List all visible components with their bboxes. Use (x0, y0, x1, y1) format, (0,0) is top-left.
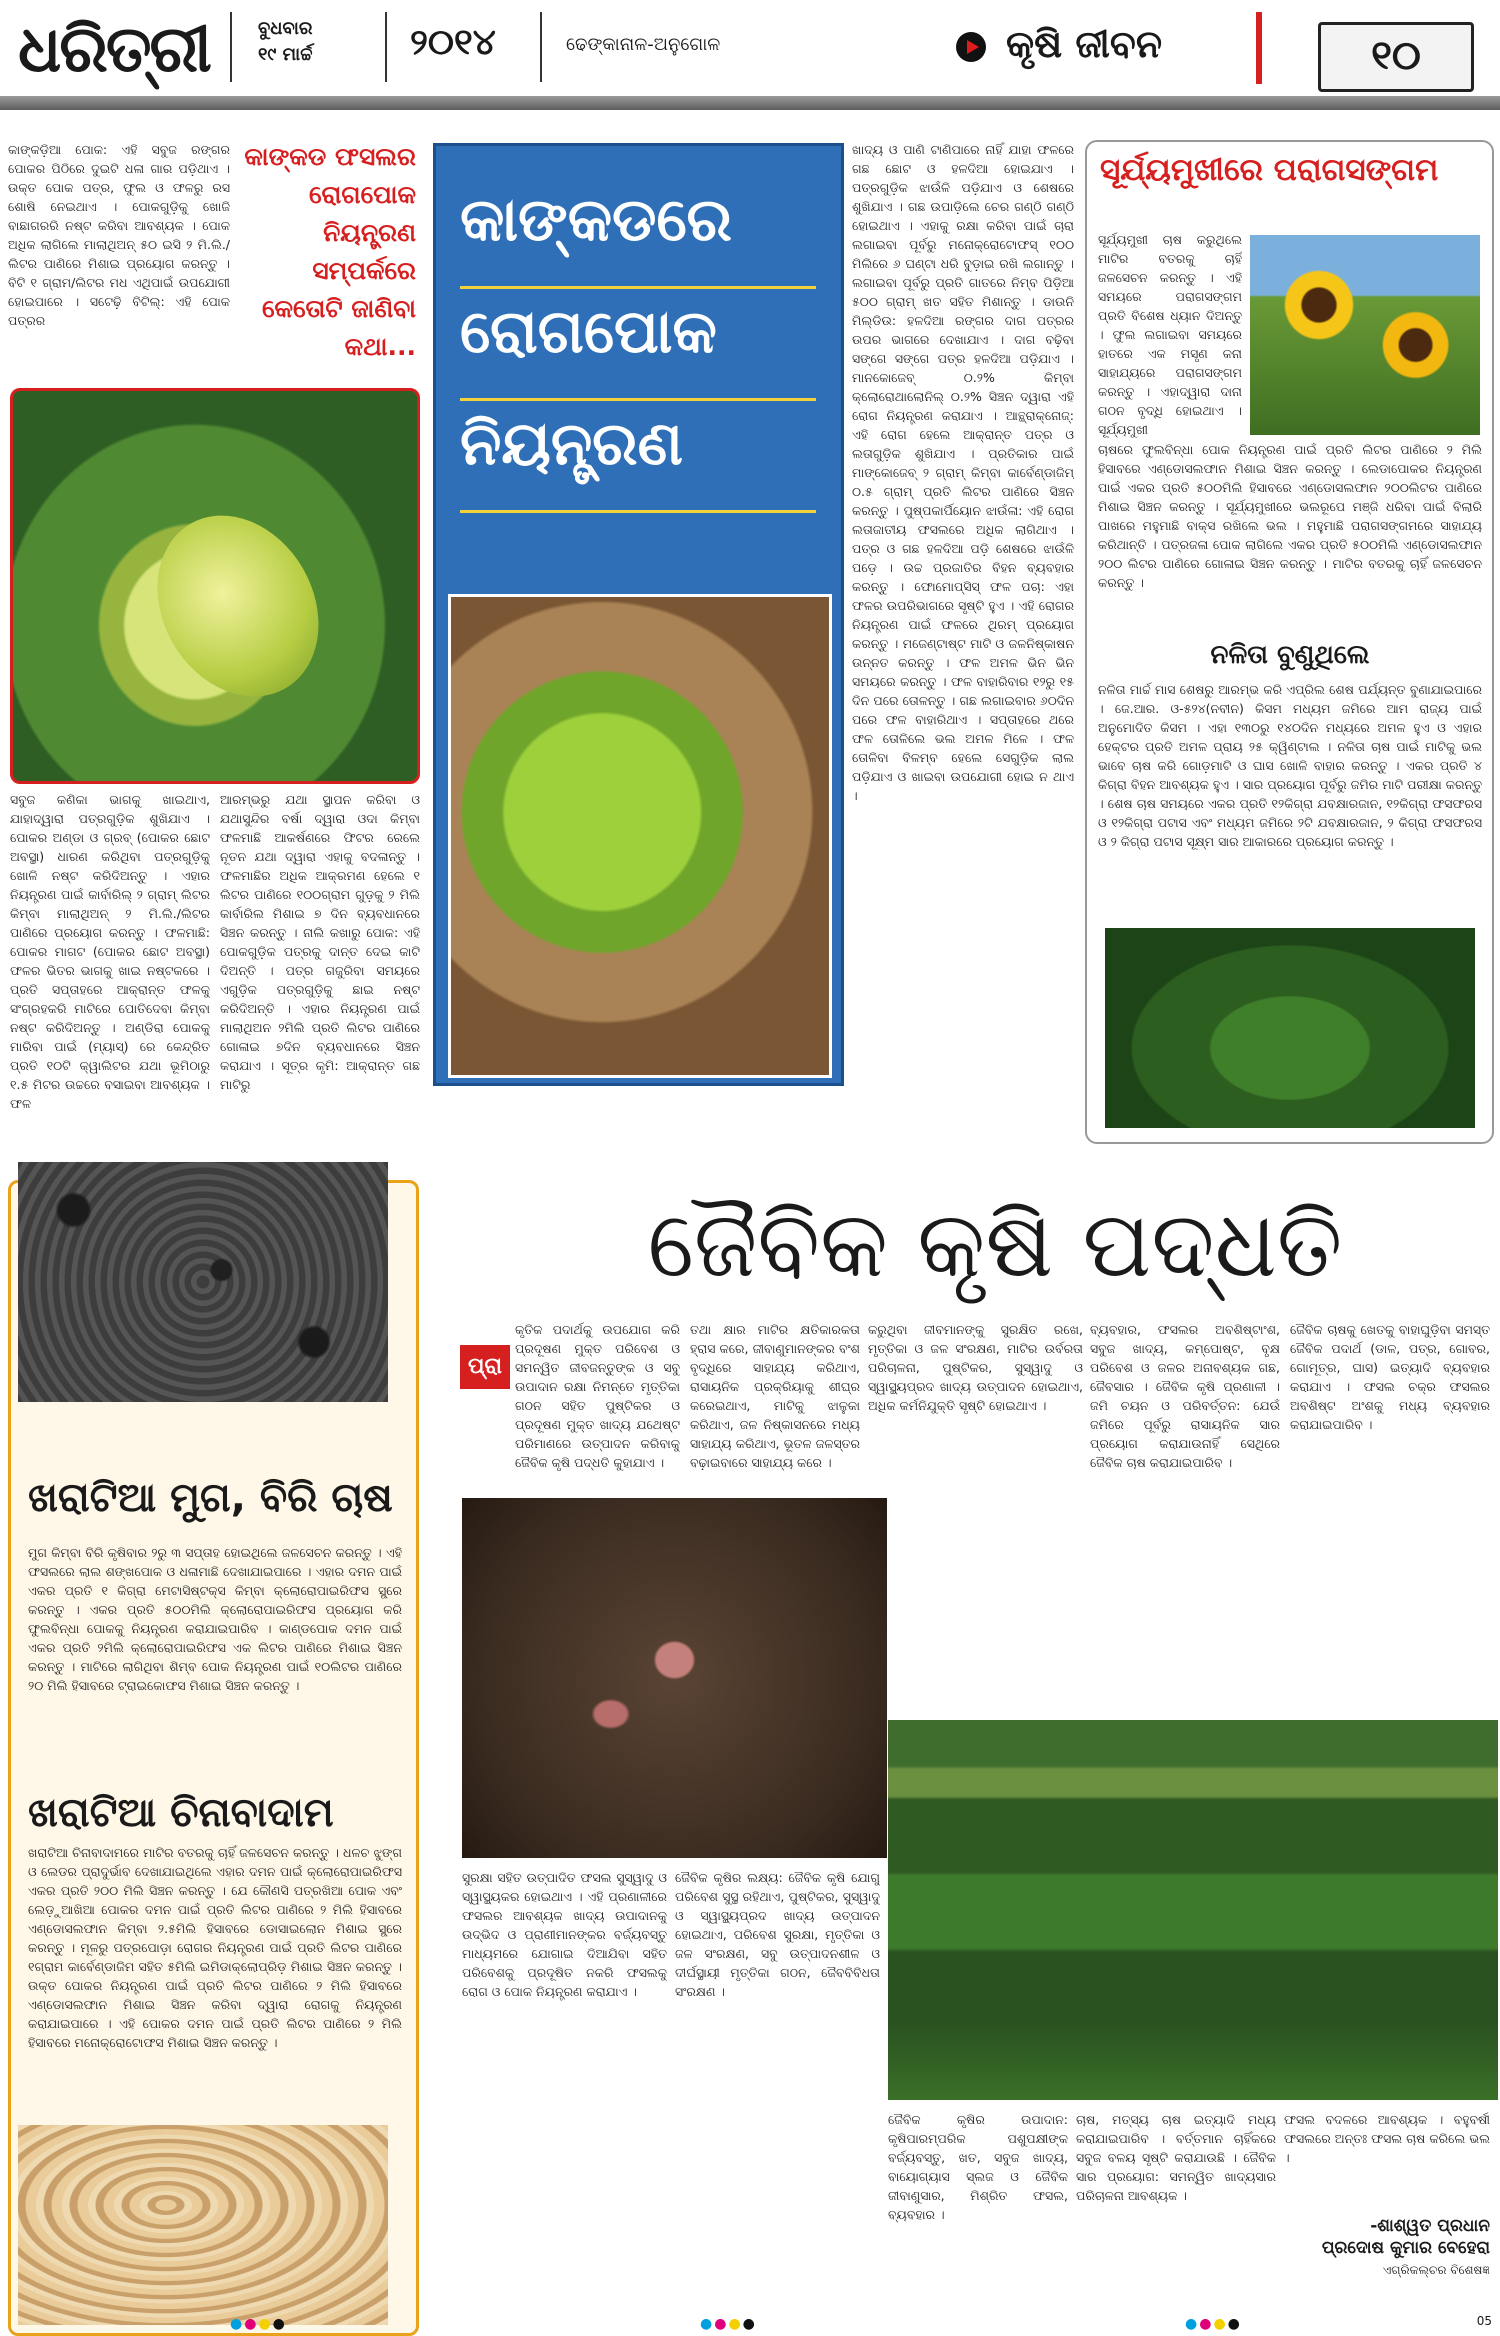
title-underline (460, 398, 816, 401)
masthead-rule (0, 96, 1500, 110)
section-accent-bar (1256, 12, 1262, 84)
masthead-divider (540, 12, 542, 82)
jaibika-column-e: ଜୈବିକ ଚାଷକୁ ଖେତକୁ ବାହାଘୁଡ଼ିବା ସମସ୍ତ ଜୈବିକ ପଦାର୍ଥ (ଡାଳ, ପତ୍ର, ଗୋବର, ଗୋମୂତ୍ର, ଘାସ) ଇତ୍ୟାଦି ବ୍ୟବହାର କରାଯାଏ । ଫସଲ ଚକ୍ର ଫସଲର ଅବଶିଷ୍ଟ ଅଂଶକୁ ମଧ୍ୟ ବ୍ୟବହାର କରାଯାଇପାରିବ । (1290, 1322, 1490, 1432)
newspaper-logo: ଧରିତ୍ରୀ (18, 12, 210, 87)
jaibika-column-c: କରୁଥିବା ଜୀବମାନଙ୍କୁ ସୁରକ୍ଷିତ ରଖେ, ମୃତ୍ତିକା ଓ ଜଳ ସଂରକ୍ଷଣ, ମାଟିର ଉର୍ବରତା ପରିଚାଳନା, ପୁଷ୍ଟିକର, ସୁସ୍ୱାଦୁ ଓ ସ୍ୱାସ୍ଥ୍ୟପ୍ରଦ ଖାଦ୍ୟ ଉତ୍ପାଦନ ହୋଇଥାଏ, ଅଧିକ କର୍ମନିଯୁକ୍ତି ସୃଷ୍ଟି ହୋଇଥାଏ । (868, 1322, 1083, 1413)
kankada-column-c: ଖାଦ୍ୟ ଓ ପାଣି ଟାଣିପାରେ ନାହିଁ ଯାହା ଫଳରେ ଗଛ ଛୋଟ ଓ ହଳଦିଆ ହୋଇଯାଏ । ପତ୍ରଗୁଡ଼ିକ ଝାଉଁଳି ପଡ଼ିଯାଏ ଓ ଶେଷରେ ଶୁଖିଯାଏ । ଗଛ ଉପାଡ଼ିଲେ ଚେର ଗଣ୍ଠି ଗଣ୍ଠି ହୋଇଥାଏ । ଏହାକୁ ରକ୍ଷା କରିବା ପାଇଁ ଚାରା ଲଗାଇବା ପୂର୍ବରୁ ମନୋକ୍ରୋଟୋଫସ୍ ୧୦୦ ମିଲିରେ ୬ ଘଣ୍ଟା ଧରି ବୁଡ଼ାଇ ରଖି ଲଗାନ୍ତୁ । ଲଗାଇବା ପୂର୍ବରୁ ପ୍ରତି ଗାତରେ ନିମ୍ବ ପିଡ଼ିଆ ୫୦୦ ଗ୍ରାମ୍ ଖତ ସହିତ ମିଶାନ୍ତୁ । ଡାଉନି ମିଲ୍ଡିଉ: ହଳଦିଆ ରଙ୍ଗର ଦାଗ ପତ୍ରର ଉପର ଭାଗରେ ଦେଖାଯାଏ । ଦାଗ ବଢ଼ିବା ସଙ୍ଗେ ସଙ୍ଗେ ପତ୍ର ହଳଦିଆ ପଡ଼ିଯାଏ । ମାନକୋଜେବ୍ ୦.୨% କିମ୍ବା କ୍ଲୋରୋଥାଲୋନିଲ୍ ୦.୨% ସିଞ୍ଚନ ଦ୍ୱାରା ଏହି ରୋଗ ନିୟନ୍ତ୍ରଣ କରାଯାଏ । ଆନ୍ଥ୍ରାକ୍ନୋଜ୍: ଏହି ରୋଗ ହେଲେ ଆକ୍ରାନ୍ତ ପତ୍ର ଓ ଲତାଗୁଡ଼ିକ ଶୁଖିଯାଏ । ପ୍ରତିକାର ପାଇଁ ମାଙ୍କୋଜେବ୍ ୨ ଗ୍ରାମ୍ କିମ୍ବା କାର୍ବେଣ୍ଡାଜିମ୍ ୦.୫ ଗ୍ରାମ୍ ପ୍ରତି ଲିଟର ପାଣିରେ ସିଞ୍ଚନ କରନ୍ତୁ । ପୁଷ୍ପକାର୍ପିୟୋନ ଝାଉଁଳା: ଏହି ରୋଗ ଲତାଜାତୀୟ ଫସଲରେ ଅଧିକ ଲାଗିଥାଏ । ପତ୍ର ଓ ଗଛ ହଳଦିଆ ପଡ଼ି ଶେଷରେ ଝାଉଁଳି ପଡ଼େ । ଉଚ୍ଚ ପ୍ରଜାତିର ବିହନ ବ୍ୟବହାର କରନ୍ତୁ । ଫୋମୋପ୍ସିସ୍ ଫଳ ପଚା: ଏହା ଫଳର ଉପରିଭାଗରେ ସୃଷ୍ଟି ହୁଏ । ଏହି ରୋଗର ନିୟନ୍ତ୍ରଣ ପାଇଁ ଫଳରେ ଥିରମ୍ ପ୍ରୟୋଗ କରନ୍ତୁ । ମଜେଣ୍ଟାଷ୍ଟ ମାଟି ଓ ଜଳନିଷ୍କାଷନ ଉନ୍ନତ କରନ୍ତୁ । ଫଳ ଅମଳ ଭିନ ଭିନ ସମୟରେ କରନ୍ତୁ । ଫଳ ବାହାରିବାର ୧୨ରୁ ୧୫ ଦିନ ପରେ ତୋଳନ୍ତୁ । ଗଛ ଲଗାଇବାର ୬୦ଦିନ ପରେ ଫଳ ବାହାରିଥାଏ । ସପ୍ତାହରେ ଥରେ ଫଳ ତୋଳିଲେ ଭଲ ଅମଳ ମିଳେ । ଫଳ ତୋଳିବା ବିଳମ୍ବ ହେଲେ ସେଗୁଡ଼ିକ ଲାଲ ପଡ଼ିଯାଏ ଓ ଖାଇବା ଉପଯୋଗୀ ହୋଇ ନ ଥାଏ । (852, 142, 1074, 803)
mung-text: ମୁଗ କିମ୍ବା ବିରି କୃଷିବାର ୨ରୁ ୩ ସପ୍ତାହ ହୋଇଥିଲେ ଜଳସେଚନ କରନ୍ତୁ । ଏହି ଫସଲରେ ଲାଲ ଶଙ୍ଖପୋକ ଓ ଧଳାମାଛି ଦେଖାଯାଇପାରେ । ଏହାର ଦମନ ପାଇଁ ଏକର ପ୍ରତି ୧ କିଗ୍ରା ମେଟାସିଷ୍ଟକ୍ସ କିମ୍ବା କ୍ଲୋରୋପାଇରିଫସ ସ୍ପ୍ରେ କରନ୍ତୁ । ଏକର ପ୍ରତି ୫୦୦ମିଲି କ୍ଲୋରୋପାଇରିଫସ ପ୍ରୟୋଗ କରି ଫୁଲବିନ୍ଧା ପୋକକୁ ନିୟନ୍ତ୍ରଣ କରାଯାଇପାରିବ । କାଣ୍ଡପୋକ ଦମନ ପାଇଁ ଏକର ପ୍ରତି ୨ମିଲି କ୍ଲୋରୋପାଇରିଫସ ଏକ ଲିଟର ପାଣିରେ ମିଶାଇ ସିଞ୍ଚନ କରନ୍ତୁ । ମାଟିରେ ଲାଗିଥିବା ଶିମ୍ବ ପୋକ ନିୟନ୍ତ୍ରଣ ପାଇଁ ୧୦ଲିଟର ପାଣିରେ ୨୦ ମିଲି ହିସାବରେ ଟ୍ରାଇକୋଫସ ମିଶାଇ ସିଞ୍ଚନ କରନ୍ତୁ । (28, 1545, 402, 1693)
jaibika-column-d: ବ୍ୟବହାର, ଫସଲର ଅବଶିଷ୍ଟାଂଶ, ସବୁଜ ଖାଦ୍ୟ, କମ୍ପୋଷ୍ଟ, ବୃକ୍ଷ ପରିବେଶ ଓ ଜଳର ଅନାବଶ୍ୟକ ଗଛ, ଜୈବସାର । ଜୈବିକ କୃଷି ପ୍ରଣାଳୀ । ଜମି ଚୟନ ଓ ପରିବର୍ତ୍ତନ: ଯେଉଁ ଜମିରେ ପୂର୍ବରୁ ରାସାୟନିକ ସାର ପ୍ରୟୋଗ କରାଯାଉନାହିଁ ସେଥିରେ ଜୈବିକ ଚାଷ କରାଯାଇପାରିବ । (1090, 1322, 1280, 1470)
sunflower-text-wide: ଚାଷରେ ଫୁଲବିନ୍ଧା ପୋକ ନିୟନ୍ତ୍ରଣ ପାଇଁ ପ୍ରତି ଲିଟର ପାଣିରେ ୨ ମିଲି ହିସାବରେ ଏଣ୍ଡୋସଲଫାନ ମିଶାଇ ସିଞ୍ଚନ କରନ୍ତୁ । ଲେଡାପୋକର ନିୟନ୍ତ୍ରଣ ପାଇଁ ଏକର ପ୍ରତି ୫୦୦ମିଲି ହିସାବରେ ଏଣ୍ଡୋସଲଫାନ ୨୦୦ଲିଟର ପାଣିରେ ମିଶାଇ ସିଞ୍ଚନ କରନ୍ତୁ । ସୂର୍ଯ୍ୟମୁଖୀରେ ଭଲରୂପେ ମଞ୍ଜି ଧରିବା ପାଇଁ ବିଲାରି ପାଖରେ ମହୁମାଛି ବାକ୍ସ ରଖିଲେ ଭଲ । ମହୁମାଛି ପରାଗସଙ୍ଗମରେ ସାହାଯ୍ୟ କରିଥାନ୍ତି । ପତ୍ରଜଳା ପୋକ ଲାଗିଲେ ଏକର ପ୍ରତି ୫୦୦ମିଲି ଏଣ୍ଡୋସଲଫାନ ୨୦୦ ଲିଟର ପାଣିରେ ଗୋଳାଇ ସିଞ୍ଚନ କରନ୍ତୁ । ମାଟିର ବତରକୁ ଚାହିଁ ଜଳସେଚନ କରନ୍ତୁ । (1098, 442, 1482, 590)
registration-marks: ●●●● (700, 2316, 757, 2332)
spiny-gourd-photo (10, 388, 420, 784)
page-footer (0, 2312, 1500, 2333)
masthead-date (258, 16, 313, 68)
title-underline (460, 286, 816, 289)
registration-marks: ●●●● (1185, 2316, 1242, 2332)
jaibika-column-g: ଜୈବିକ କୃଷିର ଲକ୍ଷ୍ୟ: ଜୈବିକ କୃଷି ଯୋଗୁ ପରିବେଶ ସୁସ୍ଥ ରହିଥାଏ, ପୁଷ୍ଟିକର, ସୁସ୍ୱାଦୁ ଓ ସ୍ୱାସ୍ଥ୍ୟପ୍ରଦ ଖାଦ୍ୟ ଉତ୍ପାଦନ ହୋଇଥାଏ, ପରିବେଶ ସୁରକ୍ଷା, ମୃତ୍ତିକା ଓ ଜଳ ସଂରକ୍ଷଣ, ସବୁ ଉତ୍ପାଦନଶୀଳ ଓ ଦୀର୍ଘସ୍ଥାୟୀ ମୃତ୍ତିକା ଗଠନ, ଜୈବବିବିଧତା ସଂରକ୍ଷଣ । (675, 1870, 880, 1999)
mung-title: ଖରାଟିଆ ମୁଗ, ବିରି ଚାଷ (28, 1475, 393, 1521)
byline (1284, 2215, 1490, 2281)
date: ୧୯ ମାର୍ଚ୍ଚ (258, 44, 313, 65)
crop-field-photo (888, 1720, 1498, 2100)
kankada-column-b: ଆରମ୍ଭରୁ ଯଥା ସ୍ଥାପନ କରିବା ଓ ଯଥାସୁନ୍ଦିର ବର୍ଷା ଦ୍ୱାରା ଓଦା କିମ୍ବା ଫଳମାଛି ଆକର୍ଷଣରେ ଫିଟର ରେଲେ ନୂତନ ଯଥା ଦ୍ୱାରା ଏହାକୁ ବଦଳାନ୍ତୁ । ଫଳମାଛିର ଅଧିକ ଆକ୍ରମଣ ହେଲେ ୧ ଲିଟର ପାଣିରେ ୧୦୦ଗ୍ରାମ ଗୁଡ଼କୁ ୨ ମିଲି କାର୍ବାରିଲ ମିଶାଇ ୭ ଦିନ ବ୍ୟବଧାନରେ ସିଞ୍ଚନ କରନ୍ତୁ । ନାଲି କଖାରୁ ପୋକ: ଏହି ପୋକଗୁଡ଼ିକ ପତ୍ରକୁ ଦାନ୍ତ ଦେଇ କାଟି ଦିଅନ୍ତି । ପତ୍ର ଗଜୁରିବା ସମୟରେ ଏଗୁଡ଼ିକ ପତ୍ରଗୁଡ଼ିକୁ ଛାଇ ନଷ୍ଟ କରିଦିଅନ୍ତି । ଏହାର ନିୟନ୍ତ୍ରଣ ପାଇଁ ମାଲାଥିଅନ ୨ମିଲି ପ୍ରତି ଲିଟର ପାଣିରେ ଗୋଳାଇ ୭ଦିନ ବ୍ୟବଧାନରେ ସିଞ୍ଚନ କରାଯାଏ । ସୂତ୍ର କୃମି: ଆକ୍ରାନ୍ତ ଗଛ ମାଟିରୁ (220, 792, 420, 1092)
sunflower-photo (1250, 235, 1480, 435)
kankada-title-line: ରୋଗପୋକ (460, 297, 717, 367)
earthworm-photo (462, 1498, 887, 1858)
gourd-basket-photo (448, 594, 832, 1078)
masthead-divider (230, 12, 232, 82)
sunflower-title: ସୂର୍ଯ୍ୟମୁଖୀରେ ପରାଗସଙ୍ଗମ (1100, 152, 1439, 188)
groundnut-text: ଖରାଟିଆ ଚିନାବାଦାମରେ ମାଟିର ବତରକୁ ଚାହିଁ ଜଳସେଚନ କରନ୍ତୁ । ଧଳଚ ଝୁଙ୍ଗ ଓ ଲେଡର ପ୍ରାଦୁର୍ଭାବ ଦେଖାଯାଇଥିଲେ ଏହାର ଦମନ ପାଇଁ କ୍ଲୋରୋପାଇରିଫସ ଏକର ପ୍ରତି ୨୦୦ ମିଲି ସିଞ୍ଚନ କରନ୍ତୁ । ଯେ କୌଣସି ପତ୍ରଖିଆ ପୋକ ଏବଂ ଲେଡ଼ୁଆଖିଆ ପୋକର ଦମନ ପାଇଁ ପ୍ରତି ଲିଟର ପାଣିରେ ୨ ମିଲି ହିସାବରେ ଏଣ୍ଡୋସଲଫାନ କିମ୍ବା ୨.୫ମିଲି ହିସାବରେ ଡୋସାଇଲୋନ ମିଶାଇ ସ୍ପ୍ରେ କରନ୍ତୁ । ମୂଳରୁ ପତ୍ରପୋଡ଼ା ରୋଗର ନିୟନ୍ତ୍ରଣ ପାଇଁ ପ୍ରତି ଲିଟର ପାଣିରେ ୧ଗ୍ରାମ କାର୍ବେଣ୍ଡାଜିମ ସହିତ ୫ମିଲି ଇମିଡାକ୍ଲୋପ୍ରିଡ଼ ମିଶାଇ ସିଞ୍ଚନ କରନ୍ତୁ । ଉକ୍ତ ପୋକର ନିୟନ୍ତ୍ରଣ ପାଇଁ ପ୍ରତି ଲିଟର ପାଣିରେ ୨ ମିଲି ହିସାବରେ ଏଣ୍ଡୋସଲଫାନ ମିଶାଇ ସିଞ୍ଚନ କରିବା ଦ୍ୱାରା ରୋଗକୁ ନିୟନ୍ତ୍ରଣ କରାଯାଇପାରେ । ଏହି ପୋକର ଦମନ ପାଇଁ ପ୍ରତି ଲିଟର ପାଣିରେ ୨ ମିଲି ହିସାବରେ ମନୋକ୍ରୋଟୋଫସ ମିଶାଇ ସିଞ୍ଚନ କରନ୍ତୁ । (28, 1845, 402, 2050)
drop-cap: ପ୍ରା (460, 1345, 510, 1389)
nalita-text: ନଳିତା ମାର୍ଚ୍ଚ ମାସ ଶେଷରୁ ଆରମ୍ଭ କରି ଏପ୍ରିଲ ଶେଷ ପର୍ଯ୍ୟନ୍ତ ବୁଣାଯାଇପାରେ । ଜେ.ଆର. ଓ-୫୨୪(ନବୀନ) କିସମ ମଧ୍ୟମ ଜମିରେ ଆମ ରାଜ୍ୟ ପାଇଁ ଅନୁମୋଦିତ କିସମ । ଏହା ୧୩୦ରୁ ୧୪୦ଦିନ ମଧ୍ୟରେ ଅମଳ ହୁଏ ଓ ଏହାର ହେକ୍ଟର ପ୍ରତି ଅମଳ ପ୍ରାୟ ୨୫ କ୍ୱିଣ୍ଟାଲ । ନଳିତା ଚାଷ ପାଇଁ ମାଟିକୁ ଭଲ ଭାବେ ଚାଷ କରି ଗୋଡ଼ମାଟି ଓ ଘାସ ଖୋଳି ବାହାର କରନ୍ତୁ । ଏକର ପ୍ରତି ୪ କିଗ୍ରା ବିହନ ଆବଶ୍ୟକ ହୁଏ । ସାର ପ୍ରୟୋଗ ପୂର୍ବରୁ ଜମିର ମାଟି ପରୀକ୍ଷା କରନ୍ତୁ । ଶେଷ ଚାଷ ସମୟରେ ଏକର ପ୍ରତି ୧୨କିଗ୍ରା ଯବକ୍ଷାରଜାନ, ୧୨କିଗ୍ରା ଫସଫରସ ଓ ୧୨କିଗ୍ରା ପଟାସ ଏବଂ ମଧ୍ୟମ ଜମିରେ ୨ଟି ଯବକ୍ଷାରଜାନ, ୨ କିଗ୍ରା ଫସଫରସ ଓ ୨ କିଗ୍ରା ପଟାସ ସୂକ୍ଷ୍ମ ସାର ଆକାରରେ ପ୍ରୟୋଗ କରନ୍ତୁ । (1098, 682, 1482, 849)
jaibika-column-j: ଫସଲ ବଦଳରେ ଆବଶ୍ୟକ । ବହୁବର୍ଷୀ ଫସଲରେ ଅନ୍ତଃ ଫସଲ ଚାଷ କରିଲେ ଭଲ । (1284, 2112, 1490, 2165)
year: ୨୦୧୪ (410, 22, 496, 63)
kankada-title (460, 164, 820, 500)
jaibika-column-a: କୃତିକ ପଦାର୍ଥକୁ ଉପଯୋଗ କରି ପ୍ରଦୂଷଣ ମୁକ୍ତ ପରିବେଶ ଓ ସମନ୍ୱିତ ଜୀବଜନ୍ତୁଙ୍କ ଓ ସବୁ ଉପାଦାନ ରକ୍ଷା ନିମନ୍ତେ ମୃତ୍ତିକା ଗଠନ ସହିତ ପୁଷ୍ଟିକର ଓ ପ୍ରଦୂଷଣ ମୁକ୍ତ ଖାଦ୍ୟ ଯଥେଷ୍ଟ ପରିମାଣରେ ଉତ୍ପାଦନ କରିବାକୁ ଜୈବିକ କୃଷି ପଦ୍ଧତି କୁହାଯାଏ । (515, 1322, 680, 1470)
page-number: ୧୦ (1318, 22, 1474, 92)
jaibika-column-h: ଜୈବିକ କୃଷିର ଉପାଦାନ: କୃଷିପାରମ୍ପରିକ ପଶୁପକ୍ଷୀଙ୍କ ବର୍ଜ୍ୟବସ୍ତୁ, ଖତ, ସବୁଜ ଖାଦ୍ୟ, ବାୟୋଗ୍ୟାସ ସ୍ଲଜ ଓ ଜୈବିକ ଜୀବାଣୁସାର, ମିଶ୍ରିତ ଫସଲ, ବ୍ୟବହାର । (888, 2112, 1068, 2222)
page-code: 05 (1476, 2314, 1492, 2328)
byline-author-1: -ଶାଶ୍ୱତ ପ୍ରଧାନ (1370, 2216, 1490, 2236)
byline-author-2: ପ୍ରଦୋଷ କୁମାର ବେହେରା (1321, 2238, 1490, 2258)
masthead (0, 0, 1500, 118)
black-gram-photo (18, 1162, 388, 1402)
jaibika-title: ଜୈବିକ କୃଷି ପଦ୍ଧତି (647, 1191, 1343, 1298)
kankada-subtitle: କାଙ୍କଡ ଫସଲର ରୋଗପୋକ ନିୟନ୍ତ୍ରଣ ସମ୍ପର୍କରେ କେତୋଟି ଜାଣିବା କଥା... (244, 142, 416, 361)
gourd-fruit-illustration (126, 486, 351, 726)
kankada-title-line: କାଙ୍କଡରେ (460, 185, 733, 255)
groundnut-photo (18, 2125, 388, 2325)
play-icon (956, 32, 986, 62)
kankada-title-box (433, 143, 844, 1086)
title-underline (460, 510, 816, 513)
masthead-divider (385, 12, 387, 82)
jaibika-column-i: ଚାଷ, ମତ୍ସ୍ୟ ଚାଷ ଇତ୍ୟାଦି ମଧ୍ୟ କରାଯାଇପାରିବ । ବର୍ତ୍ତମାନ ଚାହିଁକରେ ସବୁଜ ବଳୟ ସୃଷ୍ଟି କରାଯାଉଛି । ଜୈବିକ ସାର ପ୍ରୟୋଗ: ସମନ୍ୱିତ ଖାଦ୍ୟସାର ପରିଚାଳନା ଆବଶ୍ୟକ । (1076, 2112, 1276, 2203)
kankada-intro: କାଙ୍କଡ଼ିଆ ପୋକ: ଏହି ସବୁଜ ରଙ୍ଗର ପୋକର ପିଠିରେ ଦୁଇଟି ଧଳା ଗାର ପଡ଼ିଥାଏ । ଉକ୍ତ ପୋକ ପତ୍ର, ଫୁଲ ଓ ଫଳରୁ ରସ ଶୋଷି ନେଇଥାଏ । ପୋକଗୁଡ଼ିକୁ ଖୋଜି ବାଛାଗରରି ନଷ୍ଟ କରିବା ଆବଶ୍ୟକ । ପୋକ ଅଧିକ ଲାଗିଲେ ମାଲାଥିଅନ୍ ୫୦ ଇସି ୨ ମି.ଲି./ଲିଟର ପାଣିରେ ମିଶାଇ ପ୍ରୟୋଗ କରନ୍ତୁ । ବିଟି ୧ ଗ୍ରାମ/ଲିଟର ମଧ ଏଥିପାଇଁ ଉପଯୋଗୀ ହୋଇପାରେ । ସଟେଢ଼ି ବିଟିଲ୍: ଏହି ପୋକ ପତ୍ରର (8, 142, 230, 328)
section-title: କୃଷି ଜୀବନ (1006, 22, 1162, 66)
byline-role: ଏଗ୍ରିକଲ୍ଚର ବିଶେଷଜ୍ଞ (1382, 2263, 1490, 2277)
groundnut-title: ଖରାଟିଆ ଚିନାବାଦାମ (28, 1790, 334, 1836)
kankada-title-line: ନିୟନ୍ତ୍ରଣ (460, 409, 684, 479)
nalita-title: ନଳିତା ବୁଣୁଥିଲେ (1210, 640, 1370, 670)
kankada-column-a: ସବୁଜ କଣିକା ଭାଗକୁ ଖାଇଥାଏ, ଯାହାଦ୍ୱାରା ପତ୍ରଗୁଡ଼ିକ ଶୁଖିଯାଏ । ପୋକର ଅଣ୍ଡା ଓ ଗ୍ରବ୍ (ପୋକର ଛୋଟ ଅବସ୍ଥା) ଧାରଣ କରିଥିବା ପତ୍ରଗୁଡ଼ିକୁ ଖୋଳି ନଷ୍ଟ କରିଦିଅନ୍ତୁ । ଏହାର ନିୟନ୍ତ୍ରଣ ପାଇଁ କାର୍ବାରିଲ୍ ୨ ଗ୍ରାମ୍ ଲିଟର କିମ୍ବା ମାଲାଥିଅନ୍ ୨ ମି.ଲି./ଲିଟର ପାଣିରେ ପ୍ରୟୋଗ କରନ୍ତୁ । ଫଳମାଛି: ପୋକର ମାଗଟ (ପୋକର ଛୋଟ ଅବସ୍ଥା) ଫଳର ଭିତର ଭାଗକୁ ଖାଇ ନଷ୍ଟକରେ । ପ୍ରତି ସପ୍ତାହରେ ଆକ୍ରାନ୍ତ ଫଳକୁ ସଂଗ୍ରହକରି ମାଟିରେ ପୋତିଦେବା କିମ୍ବା ନଷ୍ଟ କରିଦିଅନ୍ତୁ । ଅଣ୍ଡିରା ପୋକକୁ ମାରିବା ପାଇଁ (ମ୍ୟାସ୍) ରେ କେନ୍ଦ୍ରିତ ପ୍ରତି ୧୦ଟି କ୍ୱାଲିଟର ଯଥା ଭୂମିଠାରୁ ୧.୫ ମିଟର ଉଚ୍ଚରେ ବସାଇବା ଆବଶ୍ୟକ । ଫଳ (10, 792, 210, 1111)
jaibika-column-b: ତଥା କ୍ଷାର ମାଟିର କ୍ଷତିକାରକତା ହ୍ରାସ କରେ, ଜୀବାଣୁମାନଙ୍କର ବଂଶ ବୃଦ୍ଧିରେ ସାହାଯ୍ୟ କରିଥାଏ, ରାସାୟନିକ ପ୍ରକ୍ରିୟାକୁ ଶୀଘ୍ର କରେଇଥାଏ, ମାଟିକୁ ଝାଳୁକା କରିଥାଏ, ଜଳ ନିଷ୍କାସନରେ ମଧ୍ୟ ସାହାଯ୍ୟ କରିଥାଏ, ଭୂତଳ ଜଳସ୍ତର ବଢ଼ାଇବାରେ ସାହାଯ୍ୟ କରେ । (690, 1322, 860, 1470)
jaibika-column-f: ସୁରକ୍ଷା ସହିତ ଉତ୍ପାଦିତ ଫସଲ ସୁସ୍ୱାଦୁ ଓ ସ୍ୱାସ୍ଥ୍ୟକର ହୋଇଥାଏ । ଏହି ପ୍ରଣାଳୀରେ ଫସଲର ଆବଶ୍ୟକ ଖାଦ୍ୟ ଉପାଦାନକୁ ଉଦ୍ଭିଦ ଓ ପ୍ରାଣୀମାନଙ୍କର ବର୍ଜ୍ୟବସ୍ତୁ ମାଧ୍ୟମରେ ଯୋଗାଇ ଦିଆଯିବା ସହିତ ପରିବେଶକୁ ପ୍ରଦୂଷିତ ନକରି ଫସଲକୁ ରୋଗ ଓ ପୋକ ନିୟନ୍ତ୍ରଣ କରାଯାଏ । (462, 1870, 667, 1999)
jute-plant-photo (1105, 928, 1475, 1128)
sunflower-text-narrow: ସୂର୍ଯ୍ୟମୁଖୀ ଚାଷ କରୁଥିଲେ ମାଟିର ବତରକୁ ଚାହିଁ ଜଳସେଚନ କରନ୍ତୁ । ଏହି ସମୟରେ ପରାଗସଙ୍ଗମ ପ୍ରତି ବିଶେଷ ଧ୍ୟାନ ଦିଅନ୍ତୁ । ଫୁଲ ଲଗାଇବା ସମୟରେ ହାତରେ ଏକ ମସୃଣ କନା ସାହାଯ୍ୟରେ ପରାଗସଙ୍ଗମ କରନ୍ତୁ । ଏହାଦ୍ୱାରା ଦାନା ଗଠନ ବୃଦ୍ଧି ହୋଇଥାଏ । ସୂର୍ଯ୍ୟମୁଖୀ (1098, 232, 1242, 437)
registration-marks: ●●●● (230, 2316, 287, 2332)
edition-region: ଢେଙ୍କାନାଳ-ଅନୁଗୋଳ (566, 34, 721, 55)
weekday: ବୁଧବାର (258, 18, 313, 39)
